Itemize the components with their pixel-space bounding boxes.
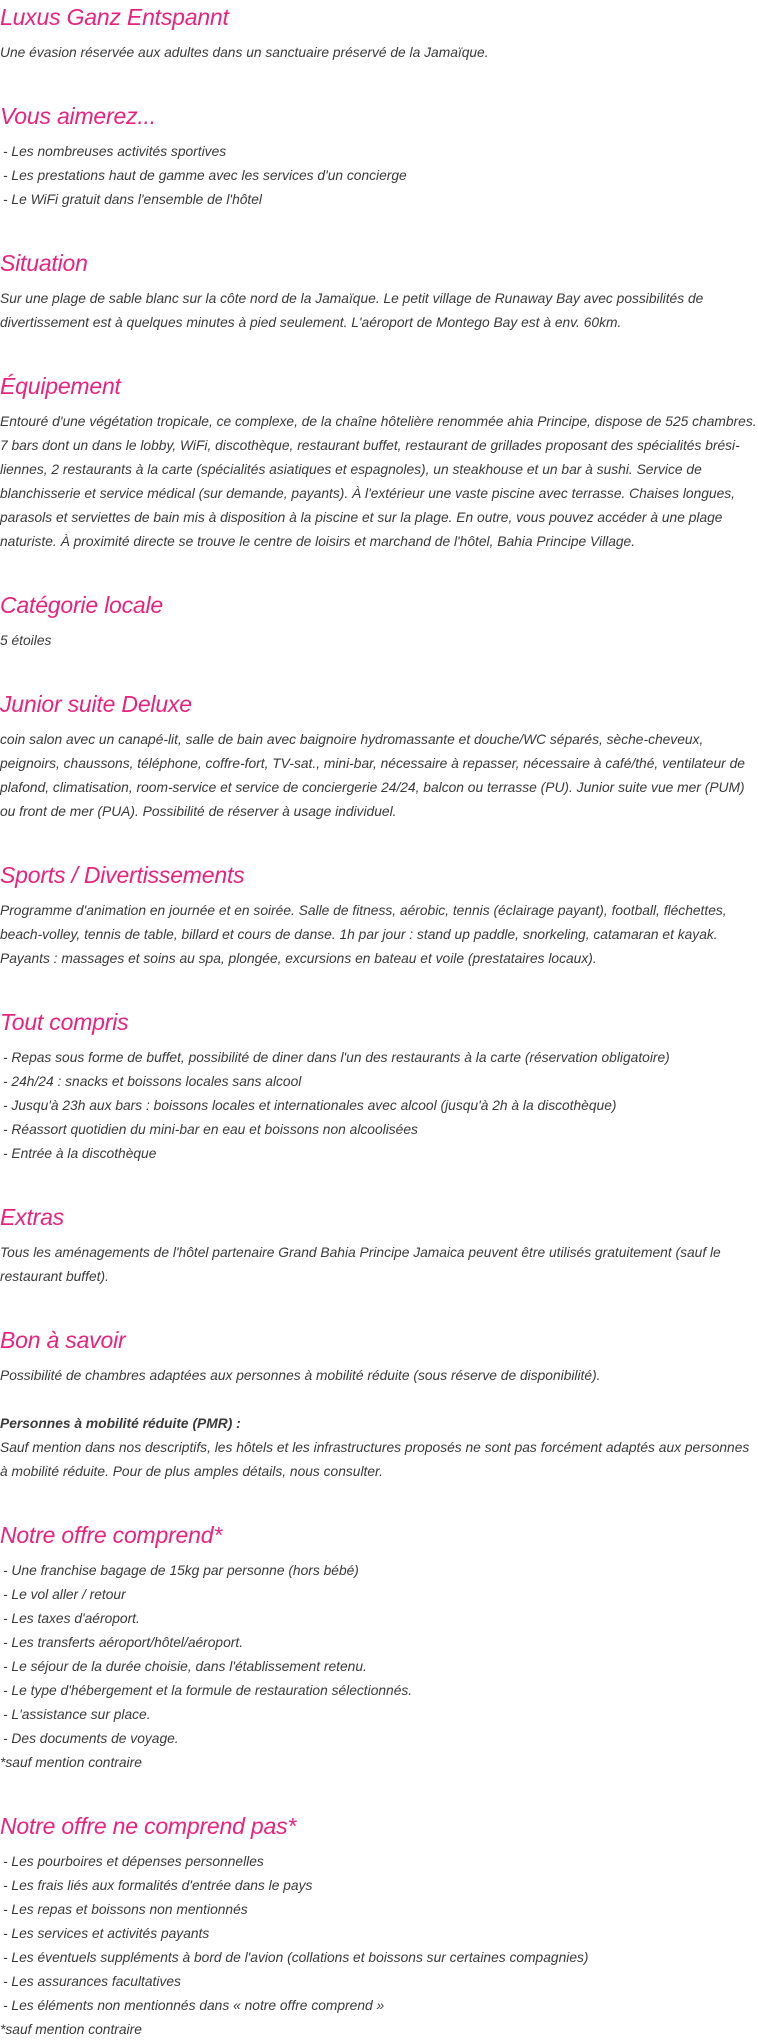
list-item: - Les assurances facultatives xyxy=(3,1974,181,1989)
pmr-text: Sauf mention dans nos descriptifs, les hôtels et les infrastructures proposés ne sont pas forcément adaptés aux personnes à mobilité réduite. Pour de plus amples détails, nous consulter. xyxy=(0,1440,750,1479)
section-tout-compris xyxy=(0,1005,758,1166)
heading-situation: Situation xyxy=(0,250,88,276)
list-item: - Jusqu'à 23h aux bars : boissons locales et internationales avec alcool (jusqu'à 2h à la discothèque) xyxy=(3,1098,617,1113)
list-item: - Réassort quotidien du mini-bar en eau et boissons non alcoolisées xyxy=(3,1122,418,1137)
list-item: - Les nombreuses activités sportives xyxy=(3,144,227,159)
section-offre-ne-comprend-pas xyxy=(0,1809,758,2042)
list-item: - Les éventuels suppléments à bord de l'avion (collations et boissons sur certaines compagnies) xyxy=(3,1950,589,1965)
extras-text: Tous les aménagements de l'hôtel partenaire Grand Bahia Principe Jamaica peuvent être utilisés gratuitement (sauf le restaurant buffet). xyxy=(0,1245,721,1284)
list-item: - Les services et activités payants xyxy=(3,1926,210,1941)
section-equipement xyxy=(0,369,758,554)
list-item: - Des documents de voyage. xyxy=(3,1731,179,1746)
list-item: - Le type d'hébergement et la formule de restauration sélectionnés. xyxy=(3,1683,413,1698)
heading-categorie: Catégorie locale xyxy=(0,592,164,618)
heading-equipement: Équipement xyxy=(0,373,121,399)
section-categorie xyxy=(0,588,758,653)
bon-a-savoir-text: Possibilité de chambres adaptées aux personnes à mobilité réduite (sous réserve de disponibilité). xyxy=(0,1368,601,1383)
heading-junior-suite: Junior suite Deluxe xyxy=(0,691,192,717)
list-item: - Les prestations haut de gamme avec les services d'un concierge xyxy=(3,168,407,183)
list-item: - Le vol aller / retour xyxy=(3,1587,126,1602)
equipement-text: Entouré d'une végétation tropicale, ce complexe, de la chaîne hôtelière renommée ahia Principe, dispose de 525 chambres. 7 bars dont un dans le lobby, WiFi, discothèque, restaurant buffet, restaurant de grillades proposant des spécialités brési- liennes, 2 restaurants à la carte (spécialités asiatiques et espagnoles), un steakhouse et un bar à sushi. Service de blanchisserie et service médical (sur demande, payants). À l'extérieur une vaste piscine avec terrasse. Chaises longues, parasols et serviettes de bain mis à disposition à la piscine et sur la plage. En outre, vous pouvez accéder à une plage naturiste. À proximité directe se trouve le centre de loisirs et marchand de l'hôtel, Bahia Principe Village. xyxy=(0,414,757,549)
list-item: - Les taxes d'aéroport. xyxy=(3,1611,140,1626)
situation-text: Sur une plage de sable blanc sur la côte nord de la Jamaïque. Le petit village de Runaway Bay avec possibilités de divertissement est à quelques minutes à pied seulement. L'aéroport de Montego Bay est à env. 60km. xyxy=(0,291,704,330)
list-item: - Les repas et boissons non mentionnés xyxy=(3,1902,248,1917)
section-junior-suite xyxy=(0,687,758,824)
section-sports xyxy=(0,858,758,971)
list-item: - L'assistance sur place. xyxy=(3,1707,151,1722)
categorie-text: 5 étoiles xyxy=(0,633,52,648)
list-item: - Les pourboires et dépenses personnelles xyxy=(3,1854,264,1869)
heading-offre-comprend: Notre offre comprend* xyxy=(0,1522,223,1548)
section-offre-comprend xyxy=(0,1518,758,1775)
heading-vous-aimerez: Vous aimerez... xyxy=(0,103,156,129)
section-extras xyxy=(0,1200,758,1289)
list-item: - Repas sous forme de buffet, possibilité de diner dans l'un des restaurants à la carte (réservation obligatoire) xyxy=(3,1050,670,1065)
hotel-title: Luxus Ganz Entspannt xyxy=(0,4,229,30)
list-item: - Le WiFi gratuit dans l'ensemble de l'hôtel xyxy=(3,192,262,207)
heading-offre-ne-comprend-pas: Notre offre ne comprend pas* xyxy=(0,1813,297,1839)
list-item: - 24h/24 : snacks et boissons locales sans alcool xyxy=(3,1074,302,1089)
section-intro xyxy=(0,0,758,65)
list-item: - Le séjour de la durée choisie, dans l'établissement retenu. xyxy=(3,1659,367,1674)
junior-suite-text: coin salon avec un canapé-lit, salle de bain avec baignoire hydromassante et douche/WC séparés, sèche-cheveux, peignoirs, chaussons, téléphone, coffre-fort, TV-sat., mini-bar, nécessaire à repasser, nécessaire à café/thé, ventilateur de plafond, climatisation, room-service et service de conciergerie 24/24, balcon ou terrasse (PU). Junior suite vue mer (PUM) ou front de mer (PUA). Possibilité de réserver à usage individuel. xyxy=(0,732,745,819)
list-item: - Une franchise bagage de 15kg par personne (hors bébé) xyxy=(3,1563,359,1578)
list-item: - Les éléments non mentionnés dans « notre offre comprend » xyxy=(3,1998,385,2013)
sports-text: Programme d'animation en journée et en soirée. Salle de fitness, aérobic, tennis (éclairage payant), football, fléchettes, beach-volley, tennis de table, billard et cours de danse. 1h par jour : stand up paddle, snorkeling, catamaran et kayak. Payants : massages et soins au spa, plongée, excursions en bateau et voile (prestataires locaux). xyxy=(0,903,727,966)
heading-tout-compris: Tout compris xyxy=(0,1009,129,1035)
offre-ne-comprend-note: *sauf mention contraire xyxy=(0,2022,142,2037)
intro-text: Une évasion réservée aux adultes dans un sanctuaire préservé de la Jamaïque. xyxy=(0,45,489,60)
offre-comprend-note: *sauf mention contraire xyxy=(0,1755,142,1770)
heading-bon-a-savoir: Bon à savoir xyxy=(0,1327,126,1353)
pmr-label: Personnes à mobilité réduite (PMR) : xyxy=(0,1416,241,1431)
list-item: - Entrée à la discothèque xyxy=(3,1146,157,1161)
section-bon-a-savoir xyxy=(0,1323,758,1484)
heading-extras: Extras xyxy=(0,1204,64,1230)
list-item: - Les transferts aéroport/hôtel/aéroport. xyxy=(3,1635,244,1650)
section-vous-aimerez xyxy=(0,99,758,212)
heading-sports: Sports / Divertissements xyxy=(0,862,245,888)
section-situation xyxy=(0,246,758,335)
list-item: - Les frais liés aux formalités d'entrée dans le pays xyxy=(3,1878,313,1893)
